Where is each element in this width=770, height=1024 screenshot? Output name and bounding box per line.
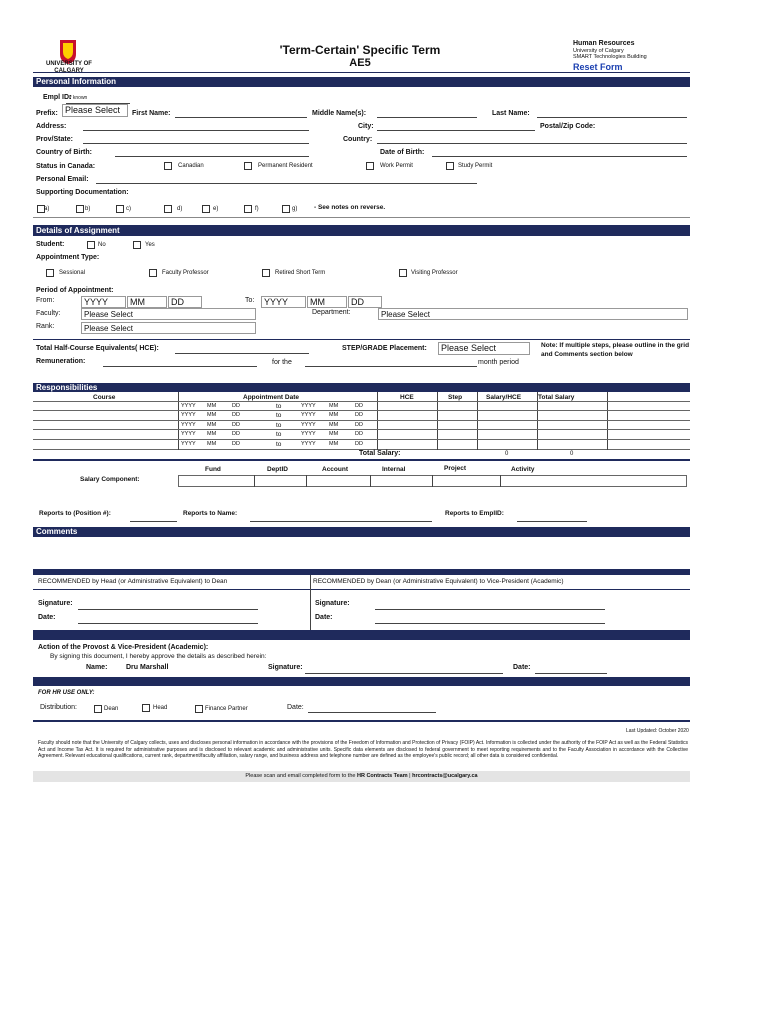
row-date-part[interactable]: YYYY [301,421,316,428]
row-date-part[interactable]: DD [232,440,240,447]
deptid-header: DeptID [267,466,288,473]
total-salary-left: 0 [505,451,509,457]
row-date-part[interactable]: DD [355,412,363,419]
permanent-resident-checkbox[interactable] [244,162,252,170]
hr-date-input[interactable] [308,712,436,713]
provost-signature-input[interactable] [305,673,503,674]
col-course: Course [93,394,116,401]
doc-d-label: d) [177,206,183,212]
supporting-label: Supporting Documentation: [36,189,129,196]
sessional-checkbox[interactable] [46,269,54,277]
doc-g-checkbox[interactable] [282,205,290,213]
reports-to-emplid-input[interactable] [517,521,587,522]
col-step: Step [448,394,463,401]
hr-title: Human Resources [573,40,635,47]
for-the-text: for the [272,359,292,366]
row-date-part[interactable]: MM [207,431,217,438]
responsibilities-section-band: Responsibilities [33,383,690,392]
row-date-part[interactable]: YYYY [301,431,316,438]
row-date-part[interactable]: DD [355,440,363,447]
row-date-part[interactable]: DD [232,421,240,428]
faculty-label: Faculty: [36,310,61,317]
dist-dean-label: Dean [104,706,119,712]
period-label: Period of Appointment: [36,287,114,294]
row-date-part[interactable]: DD [232,403,240,409]
address-input[interactable] [83,130,309,131]
dob-label: Date of Birth: [380,149,425,156]
row-date-part[interactable]: MM [329,421,339,428]
head-date-label: Date: [38,614,56,621]
month-period-text: month period [478,359,519,366]
row-divider [33,401,690,402]
dean-signature-label: Signature: [315,600,350,607]
row-date-part[interactable]: YYYY [181,403,196,409]
salary-component-label: Salary Component: [80,476,140,483]
last-name-label: Last Name: [492,110,530,117]
supporting-underline [33,217,690,218]
doc-e-label: e) [213,206,219,212]
personal-section-band: Personal Information [33,77,690,87]
hr-divider-bar [33,677,690,686]
row-date-part[interactable]: MM [329,431,339,438]
submit-sep: | [409,773,413,779]
prov-label: Prov/State: [36,136,73,143]
assignment-divider [33,339,690,340]
row-date-part[interactable]: MM [207,421,217,428]
dist-head-checkbox[interactable] [142,704,150,712]
study-permit-label: Study Permit [458,163,493,169]
recommended-head-label: RECOMMENDED by Head (or Administrative Equivalent) to Dean [38,578,228,585]
row-divider [33,429,690,430]
from-day-input[interactable]: DD [168,296,202,308]
from-year-input[interactable]: YYYY [81,296,126,308]
hce-label: Total Half-Course Equivalents( HCE): [36,345,159,352]
dean-date-label: Date: [315,614,333,621]
doc-g-label: g) [292,206,298,212]
reports-to-name-label: Reports to Name: [183,510,238,517]
internal-header: Internal [382,466,406,473]
row-date-part[interactable]: MM [329,412,339,419]
provost-name-value: Dru Marshall [126,664,169,671]
provost-date-label: Date: [513,664,531,671]
doc-b-checkbox[interactable] [76,205,84,213]
activity-header: Activity [511,466,535,473]
faculty-select[interactable]: Please Select [81,308,256,320]
retired-short-term-checkbox[interactable] [262,269,270,277]
student-no-checkbox[interactable] [87,241,95,249]
row-date-part[interactable]: DD [232,412,240,419]
provost-text: By signing this document, I hereby approve the details as described herein: [50,653,267,660]
submit-team: HR Contracts Team [356,773,408,779]
provost-name-label: Name: [86,664,108,671]
submit-instructions [33,771,690,782]
doc-f-checkbox[interactable] [244,205,252,213]
reports-to-name-input[interactable] [250,521,432,522]
comments-section-band: Comments [33,527,690,537]
email-label: Personal Email: [36,176,89,183]
head-date-input[interactable] [78,623,258,624]
logo-wordmark: UNIVERSITY OF CALGARY [46,61,92,74]
reports-to-emplid-label: Reports to EmplID: [445,510,504,517]
privacy-notice: Faculty should note that the University of Calgary collects, uses and discloses personal information in accordance with the provisions of the Freedom of Information and Protection of Privacy (FOIP) Act. Information is collected under the authority of the FOIP Act as well as the Federal Statistics Act and Income Tax Act. It is required for administrative purposes and is disclosed to relevant academic and administrative units. Specific data elements are disclosed to federal government to meet reporting requirements and to the Faculty Association in accordance with the Collective Agreement. Relevant educational qualifications, current rank, department/faculty affiliation, salary range, and business address and telephone number are defined as the employee's public record; all other data is considered confidential. [38,740,688,760]
hr-line2: SMART Technologies Building [573,54,647,60]
first-name-input[interactable] [175,117,307,118]
step-grade-label: STEP/GRADE Placement: [342,345,427,352]
hr-use-only-label: FOR HR USE ONLY: [38,690,95,696]
row-date-part: to [276,412,282,420]
row-divider [33,439,690,440]
student-yes-checkbox[interactable] [133,241,141,249]
doc-f-label: f) [255,206,259,212]
email-input[interactable] [96,183,477,184]
project-header: Project [444,465,467,472]
faculty-professor-checkbox[interactable] [149,269,157,277]
col-appointment-date: Appointment Date [243,394,299,401]
visiting-professor-checkbox[interactable] [399,269,407,277]
row-date-part: to [276,421,282,429]
empl-id-label: Empl ID: [43,94,72,101]
to-month-input[interactable]: MM [307,296,347,308]
row-date-part[interactable]: YYYY [181,431,196,438]
row-date-part[interactable]: MM [207,440,217,447]
student-label: Student: [36,241,65,248]
from-month-input[interactable]: MM [127,296,167,308]
row-date-part[interactable]: YYYY [181,412,196,419]
dist-head-label: Head [153,705,168,711]
student-no-label: No [98,242,106,248]
address-label: Address: [36,123,67,130]
from-label: From: [36,297,55,304]
country-input[interactable] [377,143,687,144]
reports-to-position-label: Reports to (Position #): [39,510,111,517]
dist-finance-label: Finance Partner [205,706,248,712]
appointment-type-label: Appointment Type: [36,254,100,261]
prefix-select[interactable]: Please Select [62,104,128,117]
prov-input[interactable] [83,143,309,144]
work-permit-label: Work Permit [380,163,413,169]
rank-label: Rank: [36,323,55,330]
total-divider [33,459,690,461]
birth-country-label: Country of Birth: [36,149,92,156]
distribution-label: Distribution: [40,704,77,711]
row-date-part[interactable]: YYYY [301,412,316,419]
approval-divider-bar [33,630,690,640]
provost-signature-label: Signature: [268,664,303,671]
empl-id-hint: if known [69,95,88,101]
hr-line1: University of Calgary [573,48,624,54]
doc-c-checkbox[interactable] [116,205,124,213]
total-salary-right: 0 [570,451,574,457]
row-date-part[interactable]: DD [355,421,363,428]
total-salary-label: Total Salary: [359,450,401,457]
department-select[interactable]: Please Select [378,308,688,320]
doc-b-label: b) [85,206,91,212]
step-grade-select[interactable]: Please Select [438,342,530,355]
to-year-input[interactable]: YYYY [261,296,306,308]
to-day-input[interactable]: DD [348,296,382,308]
row-date-part[interactable]: MM [207,412,217,419]
postal-label: Postal/Zip Code: [540,123,596,130]
canadian-checkbox[interactable] [164,162,172,170]
remuneration-input[interactable] [103,366,257,367]
dean-signature-input[interactable] [375,609,605,610]
row-date-part[interactable]: YYYY [181,440,196,447]
row-date-part[interactable]: MM [329,403,339,409]
reports-to-position-input[interactable] [130,521,177,522]
last-updated: Last Updated: October 2020 [626,728,689,734]
doc-c-label: c) [126,206,131,212]
country-label: Country: [343,136,373,143]
row-date-part[interactable]: YYYY [181,421,196,428]
doc-d-checkbox[interactable] [164,205,172,213]
rank-select[interactable]: Please Select [81,322,256,334]
col-hce: HCE [400,394,414,401]
assignment-section-band: Details of Assignment [33,225,690,236]
account-header: Account [322,466,348,473]
permanent-resident-label: Permanent Resident [258,163,313,169]
row-date-part[interactable]: DD [355,431,363,438]
to-label: To: [245,297,255,304]
provost-date-input[interactable] [535,673,607,674]
notes-reverse: - See notes on reverse. [314,204,386,211]
city-label: City: [358,123,374,130]
dist-dean-checkbox[interactable] [94,705,102,713]
row-date-part: to [276,431,282,439]
col-salary-hce: Salary/HCE [486,394,522,401]
study-permit-checkbox[interactable] [446,162,454,170]
row-divider [33,420,690,421]
work-permit-checkbox[interactable] [366,162,374,170]
row-date-part: to [276,403,282,410]
row-divider [33,410,690,411]
last-name-input[interactable] [537,117,687,118]
multiple-steps-note: Note: If multiple steps, please outline in the grid and Comments section below [541,342,690,358]
middle-name-input[interactable] [377,117,477,118]
birth-country-input[interactable] [115,156,309,157]
col-total-salary: Total Salary [538,394,575,401]
status-label: Status in Canada: [36,163,96,170]
row-date-part[interactable]: YYYY [301,403,316,409]
comments-bottom-bar [33,569,690,575]
city-input[interactable] [377,130,535,131]
doc-e-checkbox[interactable] [202,205,210,213]
dob-input[interactable] [432,156,687,157]
reset-form-button[interactable]: Reset Form [573,62,623,72]
submit-email[interactable]: hrcontracts@ucalgary.ca [412,773,478,779]
retired-short-term-label: Retired Short Term [275,270,326,276]
faculty-professor-label: Faculty Professor [162,270,209,276]
recommended-dean-label: RECOMMENDED by Dean (or Administrative Equivalent) to Vice-President (Academic) [313,578,564,585]
hce-input[interactable] [175,353,309,354]
provost-title: Action of the Provost & Vice-President (Academic): [38,644,209,651]
canadian-label: Canadian [178,163,204,169]
comments-textarea[interactable] [33,537,690,569]
dist-finance-checkbox[interactable] [195,705,203,713]
department-label: Department: [312,309,351,316]
submit-prefix: Please scan and email completed form to the [245,773,356,779]
fund-header: Fund [205,466,221,473]
month-period-input[interactable] [305,366,477,367]
student-yes-label: Yes [145,242,155,248]
row-date-part[interactable]: MM [329,440,339,447]
form-code: AE5 [349,57,371,69]
row-date-part[interactable]: MM [207,403,217,409]
dean-date-input[interactable] [375,623,605,624]
prefix-label: Prefix: [36,110,58,117]
row-date-part[interactable]: YYYY [301,440,316,447]
middle-name-label: Middle Name(s): [312,110,367,117]
form-title: 'Term-Certain' Specific Term [279,43,441,57]
row-date-part[interactable]: DD [355,403,363,409]
head-signature-input[interactable] [78,609,258,610]
visiting-professor-label: Visiting Professor [411,270,458,276]
sessional-label: Sessional [59,270,86,276]
row-date-part[interactable]: DD [232,431,240,438]
head-signature-label: Signature: [38,600,73,607]
remuneration-label: Remuneration: [36,358,86,365]
first-name-label: First Name: [132,110,171,117]
row-date-part: to [276,440,282,448]
hr-date-label: Date: [287,704,304,711]
doc-a-label: a) [44,206,50,212]
